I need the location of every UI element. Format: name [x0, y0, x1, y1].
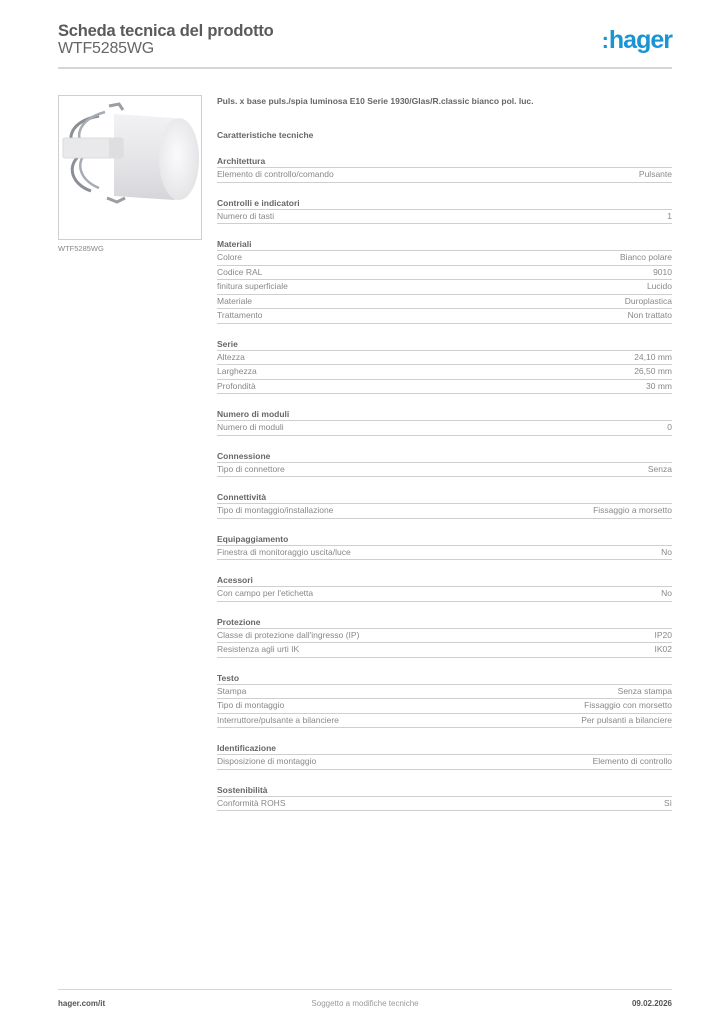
spec-group-title: Architettura	[217, 155, 672, 168]
spec-value: No	[661, 588, 672, 598]
spec-group	[217, 672, 672, 729]
product-code: WTF5285WG	[58, 40, 154, 57]
spec-value: Fissaggio a morsetto	[593, 505, 672, 515]
spec-group-title: Serie	[217, 338, 672, 351]
spec-label: Elemento di controllo/comando	[217, 169, 334, 179]
spec-group	[217, 238, 672, 324]
product-description: Puls. x base puls./spia luminosa E10 Serie 1930/Glas/R.classic bianco pol. luc.	[217, 96, 534, 106]
spec-label: finitura superficiale	[217, 281, 288, 291]
spec-label: Altezza	[217, 351, 245, 362]
spec-value: Bianco polare	[620, 252, 672, 262]
push-button-insert-icon	[59, 96, 202, 240]
spec-label: Profondità	[217, 380, 256, 391]
spec-label: Interruttore/pulsante a bilanciere	[217, 714, 339, 725]
page-footer	[58, 989, 672, 1008]
spec-value: 24,10 mm	[634, 351, 672, 362]
page-header	[58, 20, 672, 69]
spec-row	[217, 714, 672, 729]
spec-value: 30 mm	[646, 380, 672, 391]
spec-row	[217, 380, 672, 395]
spec-group-title: Connettività	[217, 491, 672, 504]
spec-groups	[217, 155, 672, 811]
spec-group	[217, 155, 672, 183]
spec-group-title: Testo	[217, 672, 672, 685]
spec-group-title: Acessori	[217, 574, 672, 587]
spec-group	[217, 408, 672, 436]
spec-group	[217, 450, 672, 478]
footer-notice: Soggetto a modifiche tecniche	[311, 999, 419, 1008]
spec-value: 1	[667, 210, 672, 221]
spec-row	[217, 266, 672, 281]
spec-label: Larghezza	[217, 366, 257, 376]
hager-logo	[602, 26, 672, 55]
spec-row	[217, 421, 672, 436]
spec-value: 9010	[653, 266, 672, 277]
spec-row	[217, 365, 672, 380]
spec-value: IP20	[654, 629, 672, 640]
spec-label: Stampa	[217, 685, 247, 696]
spec-row	[217, 685, 672, 700]
spec-label: Trattamento	[217, 310, 263, 320]
spec-label: Finestra di monitoraggio uscita/luce	[217, 546, 351, 557]
spec-label: Tipo di connettore	[217, 463, 285, 474]
spec-group	[217, 491, 672, 519]
spec-label: Tipo di montaggio/installazione	[217, 505, 334, 515]
spec-label: Numero di moduli	[217, 422, 284, 432]
spec-label: Resistenza agli urti IK	[217, 644, 300, 654]
spec-value: Pulsante	[638, 169, 672, 179]
spec-value: 0	[667, 422, 672, 432]
spec-group-title: Materiali	[217, 238, 672, 251]
spec-row	[217, 546, 672, 561]
spec-group	[217, 574, 672, 602]
spec-row	[217, 251, 672, 266]
product-image	[58, 95, 202, 240]
spec-row	[217, 755, 672, 770]
spec-group-title: Sostenibilità	[217, 784, 672, 797]
spec-label: Materiale	[217, 295, 252, 306]
spec-value: Lucido	[646, 281, 672, 291]
spec-label: Classe di protezione dall'ingresso (IP)	[217, 629, 360, 640]
spec-group	[217, 742, 672, 770]
logo-colon: :	[601, 28, 608, 53]
image-caption: WTF5285WG	[58, 244, 104, 253]
spec-value: 26,50 mm	[634, 366, 672, 376]
spec-group-title: Protezione	[217, 616, 672, 629]
spec-value: No	[661, 546, 672, 557]
document-title: Scheda tecnica del prodotto	[58, 22, 274, 40]
spec-value: Senza stampa	[617, 685, 672, 696]
spec-group-title: Identificazione	[217, 742, 672, 755]
spec-group-title: Controlli e indicatori	[217, 197, 672, 210]
spec-row	[217, 168, 672, 183]
spec-row	[217, 210, 672, 225]
spec-group	[217, 197, 672, 225]
spec-group	[217, 616, 672, 658]
spec-value: Per pulsanti a bilanciere	[581, 714, 672, 725]
spec-group-title: Numero di moduli	[217, 408, 672, 421]
spec-label: Numero di tasti	[217, 210, 275, 221]
spec-group	[217, 784, 672, 812]
spec-value: Sì	[663, 797, 672, 808]
spec-label: Colore	[217, 252, 243, 262]
spec-row	[217, 587, 672, 602]
spec-group	[217, 338, 672, 395]
spec-label: Disposizione di montaggio	[217, 756, 317, 766]
spec-row	[217, 309, 672, 324]
spec-label: Conformità ROHS	[217, 797, 286, 808]
footer-website: hager.com/it	[58, 999, 106, 1008]
footer-date: 09.02.2026	[631, 999, 672, 1008]
spec-heading: Caratteristiche tecniche	[217, 130, 314, 140]
spec-content	[217, 96, 672, 811]
spec-value: Fissaggio con morsetto	[584, 700, 672, 710]
spec-row	[217, 280, 672, 295]
spec-value: IK02	[654, 644, 672, 654]
spec-row	[217, 351, 672, 366]
spec-row	[217, 643, 672, 658]
spec-group	[217, 533, 672, 561]
spec-group-title: Connessione	[217, 450, 672, 463]
spec-row	[217, 699, 672, 714]
logo-text: hager	[608, 26, 672, 54]
spec-row	[217, 463, 672, 478]
spec-row	[217, 504, 672, 519]
spec-group-title: Equipaggiamento	[217, 533, 672, 546]
spec-value: Duroplastica	[624, 295, 672, 306]
spec-label: Codice RAL	[217, 266, 263, 277]
spec-row	[217, 295, 672, 310]
spec-label: Tipo di montaggio	[217, 700, 285, 710]
spec-value: Elemento di controllo	[592, 756, 672, 766]
spec-row	[217, 629, 672, 644]
spec-row	[217, 797, 672, 812]
spec-label: Con campo per l'etichetta	[217, 588, 314, 598]
spec-value: Senza	[647, 463, 672, 474]
spec-value: Non trattato	[627, 310, 672, 320]
